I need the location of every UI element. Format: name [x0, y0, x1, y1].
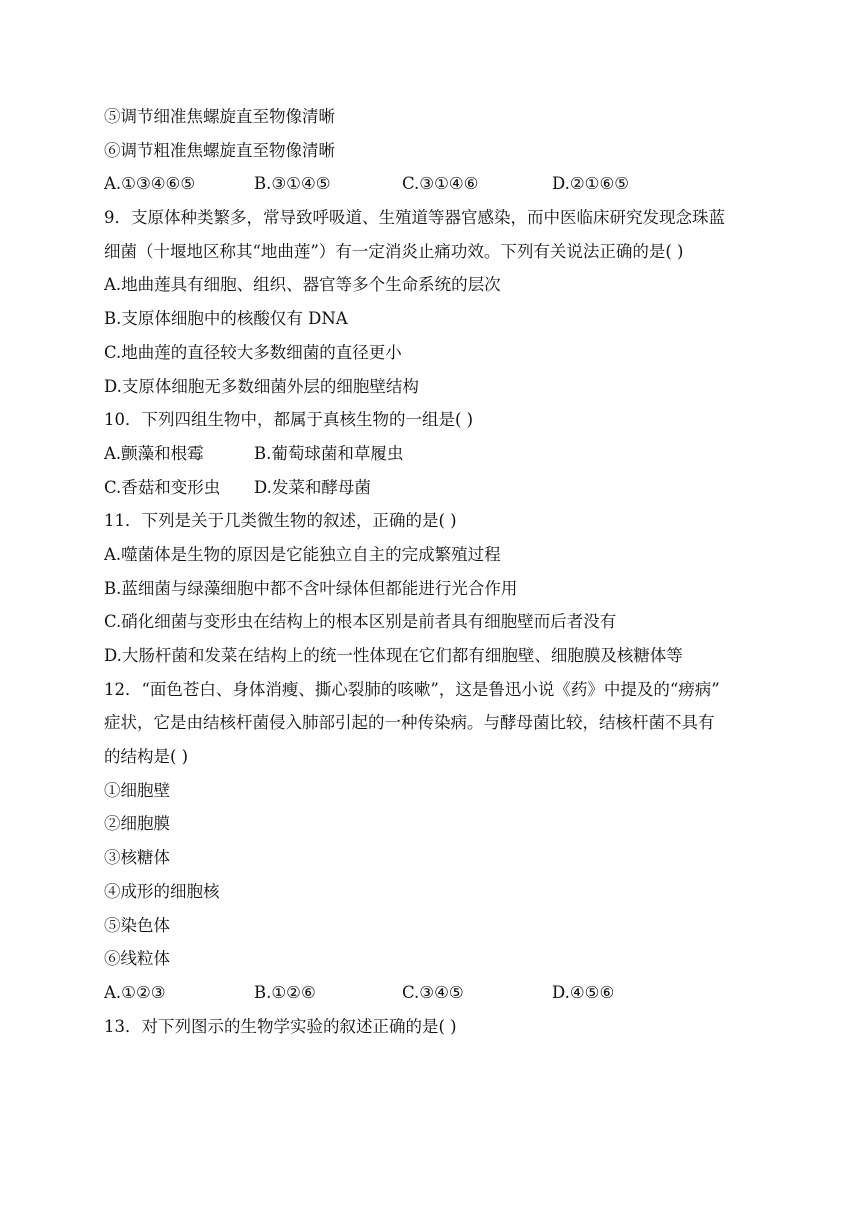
q11-option-b: B.蓝细菌与绿藻细胞中都不含叶绿体但都能进行光合作用: [104, 578, 518, 598]
q12-stem-line-2: 症状，它是由结核杆菌侵入肺部引起的一种传染病。与酵母菌比较，结核杆菌不具有: [104, 713, 715, 733]
q8-option-d: D.②①⑥⑤: [552, 174, 630, 194]
q12-item-5: ⑤染色体: [104, 915, 170, 935]
q8-option-c: C.③①④⑥: [402, 174, 479, 194]
q11-option-c: C.硝化细菌与变形虫在结构上的根本区别是前者具有细胞壁而后者没有: [104, 612, 617, 632]
q10-option-a: A.颤藻和根霉: [104, 443, 204, 463]
q11-stem: 11．下列是关于几类微生物的叙述，正确的是( ): [104, 511, 457, 531]
document-body: [104, 100, 804, 1043]
q12-option-d: D.④⑤⑥: [552, 982, 615, 1002]
q9-stem-line-1: 9．支原体种类繁多，常导致呼吸道、生殖道等器官感染，而中医临床研究发现念珠蓝: [104, 208, 725, 228]
q8-option-a: A.①③④⑥⑤: [104, 174, 196, 194]
q9-option-d: D.支原体细胞无多数细菌外层的细胞壁结构: [104, 376, 419, 396]
q9-option-a: A.地曲莲具有细胞、组织、器官等多个生命系统的层次: [104, 275, 501, 295]
q9-option-c: C.地曲莲的直径较大多数细菌的直径更小: [104, 342, 402, 362]
q12-stem-line-1: 12．“面色苍白、身体消瘦、撕心裂肺的咳嗽”，这是鲁迅小说《药》中提及的“痨病”: [104, 679, 720, 699]
q8-option-b: B.③①④⑤: [254, 174, 331, 194]
q8-options: [104, 167, 804, 201]
q13-stem: 13．对下列图示的生物学实验的叙述正确的是( ): [104, 1016, 457, 1036]
q10-option-c: C.香菇和变形虫: [104, 477, 221, 497]
q10-options-row-1: [104, 437, 804, 471]
q10-options-row-2: [104, 471, 804, 505]
q9-stem-line-2: 细菌（十堰地区称其“地曲莲”）有一定消炎止痛功效。下列有关说法正确的是( ): [104, 241, 684, 261]
q8-step-5: ⑤调节细准焦螺旋直至物像清晰: [104, 107, 335, 126]
q12-item-6: ⑥线粒体: [104, 949, 170, 969]
q10-option-d: D.发菜和酵母菌: [254, 477, 371, 497]
q9-option-b: B.支原体细胞中的核酸仅有 DNA: [104, 309, 348, 329]
q11-option-d: D.大肠杆菌和发菜在结构上的统一性体现在它们都有细胞壁、细胞膜及核糖体等: [104, 646, 683, 665]
q12-stem-line-3: 的结构是( ): [104, 747, 189, 767]
q12-option-c: C.③④⑤: [402, 982, 464, 1002]
q11-option-a: A.噬菌体是生物的原因是它能独立自主的完成繁殖过程: [104, 544, 501, 564]
q12-item-1: ①细胞壁: [104, 780, 170, 800]
q10-option-b: B.葡萄球菌和草履虫: [254, 443, 404, 463]
q12-item-3: ③核糖体: [104, 848, 170, 868]
q12-options: [104, 976, 804, 1010]
q12-option-a: A.①②③: [104, 982, 166, 1002]
q12-item-4: ④成形的细胞核: [104, 881, 220, 901]
q10-stem: 10．下列四组生物中，都属于真核生物的一组是( ): [104, 410, 474, 430]
q12-option-b: B.①②⑥: [254, 982, 316, 1002]
q8-step-6: ⑥调节粗准焦螺旋直至物像清晰: [104, 140, 335, 160]
q12-item-2: ②细胞膜: [104, 814, 170, 834]
